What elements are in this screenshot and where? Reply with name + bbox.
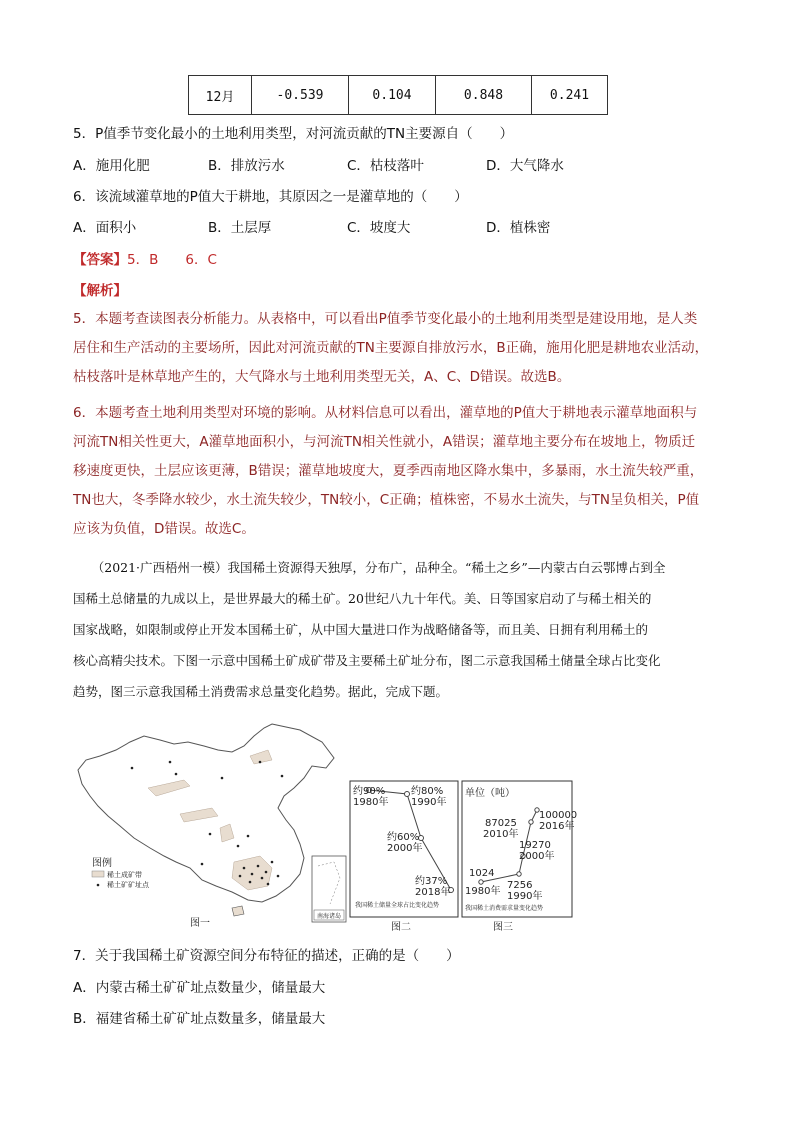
legend-title: 图例 — [92, 858, 112, 869]
figure-3-unit: 单位（吨） — [465, 788, 515, 799]
material-paragraph — [73, 552, 723, 707]
figure-2-inner-caption: 我国稀土储量全球占比变化趋势 — [355, 902, 440, 909]
question-7-stem: 7．关于我国稀土矿资源空间分布特征的描述，正确的是（ ） — [73, 948, 460, 964]
data-table — [188, 75, 608, 115]
figure-2-label: 约60% — [387, 832, 420, 843]
figure-3-chart — [461, 780, 578, 936]
analysis-6 — [73, 399, 723, 544]
figure-3-year: 1980年 — [465, 886, 501, 897]
analysis-line: 居住和生产活动的主要场所，因此对河流贡献的TN主要源自排放污水，B正确，施用化肥是耕地农业活动， — [73, 340, 709, 356]
analysis-line: TN也大，冬季降水较少，水土流失较少，TN较小，C正确；植株密，不易水土流失，与TN呈负相关，P值 — [73, 492, 700, 508]
figure-1-map — [72, 716, 350, 930]
q5-option-b: B．排放污水 — [208, 158, 285, 174]
figure-3-point — [517, 872, 521, 876]
figure-3-value: 7256 — [507, 880, 533, 891]
figure-2-point — [405, 792, 410, 797]
analysis-5 — [73, 305, 723, 392]
figure-2-year: 1980年 — [353, 797, 389, 808]
figure-2-year: 2018年 — [415, 887, 451, 898]
table-cell: 12月 — [189, 76, 252, 115]
figure-2-point — [419, 836, 424, 841]
table-cell: 0.241 — [532, 76, 608, 115]
q5-option-d: D．大气降水 — [486, 158, 564, 174]
figure-3-year: 2000年 — [519, 851, 555, 862]
q6-option-b: B．土层厚 — [208, 220, 272, 236]
q5-option-a: A．施用化肥 — [73, 158, 150, 174]
figure-3-value: 87025 — [485, 818, 517, 829]
answer-label: 【答案】 — [73, 252, 127, 268]
table-cell: 0.848 — [436, 76, 532, 115]
figure-2-label: 约80% — [411, 786, 444, 797]
figure-2-year: 1990年 — [411, 797, 447, 808]
q6-option-a: A．面积小 — [73, 220, 137, 236]
analysis-line: 应该为负值，D错误。故选C。 — [73, 521, 255, 537]
figure-2-chart — [349, 780, 459, 936]
figure-3-value: 19270 — [519, 840, 551, 851]
figure-2-label: 约37% — [415, 876, 448, 887]
analysis-line: 河流TN相关性更大，A灌草地面积小，与河流TN相关性就小，A错误；灌草地主要分布在坡地上，物质迁 — [73, 434, 696, 450]
material-line: （2021·广西梧州一模）我国稀土资源得天独厚，分布广，品种全。“稀土之乡”—内蒙古白云鄂博占到全 — [73, 560, 666, 575]
hainan-island — [232, 906, 244, 916]
figure-3-caption: 图三 — [493, 922, 513, 933]
material-line: 核心高精尖技术。下图一示意中国稀土矿成矿带及主要稀土矿址分布，图二示意我国稀土储量全球占比变化 — [73, 653, 661, 668]
figure-2-label: 约90% — [353, 786, 386, 797]
figure-3-inner-caption: 我国稀土消费需求量变化趋势 — [465, 905, 544, 912]
q7-option-a: A．内蒙古稀土矿矿址点数量少，储量最大 — [73, 980, 326, 996]
legend-site-swatch — [97, 884, 100, 887]
figure-3-year: 1990年 — [507, 891, 543, 902]
analysis-label: 【解析】 — [73, 283, 127, 299]
material-line: 国家战略，如限制或停止开发本国稀土矿，从中国大量进口作为战略储备等，而且美、日拥有利用稀土的 — [73, 622, 649, 637]
analysis-line: 移速度更快，土层应该更薄，B错误；灌草地坡度大，夏季西南地区降水集中，多暴雨，水土流失较严重， — [73, 463, 704, 479]
q7-option-b: B．福建省稀土矿矿址点数量多，储量最大 — [73, 1011, 326, 1027]
question-6-stem: 6．该流域灌草地的P值大于耕地，其原因之一是灌草地的（ ） — [73, 189, 468, 205]
legend-belt-label: 稀土成矿带 — [107, 871, 142, 879]
analysis-line: 5．本题考查读图表分析能力。从表格中，可以看出P值季节变化最小的土地利用类型是建设用地，是人类 — [73, 311, 698, 327]
q6-option-c: C．坡度大 — [347, 220, 411, 236]
legend-belt-swatch — [92, 871, 104, 877]
analysis-line: 枯枝落叶是林草地产生的，大气降水与土地利用类型无关，A、C、D错误。故选B。 — [73, 369, 571, 385]
figure-3-year: 2016年 — [539, 821, 575, 832]
figure-2-caption: 图二 — [391, 922, 411, 933]
table-row — [189, 76, 608, 115]
figure-3-value: 100000 — [539, 810, 578, 821]
legend-site-label: 稀土矿矿址点 — [107, 881, 149, 889]
table-cell: -0.539 — [252, 76, 349, 115]
question-5-stem: 5．P值季节变化最小的土地利用类型，对河流贡献的TN主要源自（ ） — [73, 126, 514, 142]
q5-option-c: C．枯枝落叶 — [347, 158, 424, 174]
figure-2-year: 2000年 — [387, 843, 423, 854]
inset-label: 南海诸岛 — [317, 913, 342, 920]
figure-1-caption: 图一 — [190, 918, 210, 929]
figure-3-point — [479, 880, 483, 884]
figure-3-value: 1024 — [469, 868, 495, 879]
answer-text: 5．B 6．C — [127, 252, 217, 268]
answer-line — [73, 248, 217, 268]
material-line: 国稀土总储量的九成以上，是世界最大的稀土矿。20世纪八九十年代。美、日等国家启动了与稀土相关的 — [73, 591, 652, 606]
analysis-line: 6．本题考查土地利用类型对环境的影响。从材料信息可以看出，灌草地的P值大于耕地表示灌草地面积与 — [73, 405, 698, 421]
figure-3-point — [529, 820, 533, 824]
figure-3-year: 2010年 — [483, 829, 519, 840]
q6-option-d: D．植株密 — [486, 220, 551, 236]
material-line: 趋势，图三示意我国稀土消费需求总量变化趋势。据此，完成下题。 — [73, 684, 449, 699]
table-cell: 0.104 — [349, 76, 436, 115]
